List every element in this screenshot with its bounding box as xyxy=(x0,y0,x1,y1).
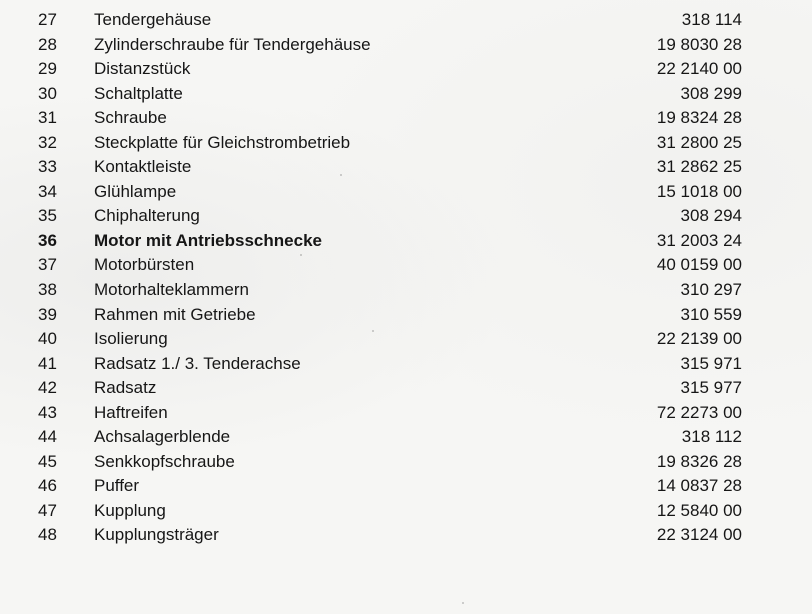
part-code: 22 2139 00 xyxy=(656,329,742,349)
part-code: 72 2273 00 xyxy=(656,402,742,422)
part-code: 19 8324 28 xyxy=(656,108,742,128)
parts-list-row xyxy=(0,204,812,229)
parts-list-row xyxy=(0,425,812,450)
part-name: Puffer xyxy=(94,476,140,496)
part-number: 29 xyxy=(38,59,57,79)
part-code: 308 294 xyxy=(680,206,742,226)
part-code: 22 2140 00 xyxy=(656,59,742,79)
part-number: 48 xyxy=(38,525,57,545)
part-name: Schaltplatte xyxy=(94,83,183,103)
parts-list-row xyxy=(0,106,812,131)
parts-list-row xyxy=(0,33,812,58)
scan-speck xyxy=(462,602,464,604)
part-code: 19 8030 28 xyxy=(656,34,742,54)
part-number: 47 xyxy=(38,500,57,520)
part-code: 31 2862 25 xyxy=(656,157,742,177)
part-name: Steckplatte für Gleichstrombetrieb xyxy=(94,132,351,152)
part-number: 28 xyxy=(38,34,57,54)
part-code: 31 2800 25 xyxy=(656,132,742,152)
part-number: 35 xyxy=(38,206,57,226)
part-number: 40 xyxy=(38,329,57,349)
part-number: 44 xyxy=(38,427,57,447)
part-name: Kupplung xyxy=(94,500,166,520)
parts-list-row xyxy=(0,253,812,278)
part-code: 19 8326 28 xyxy=(656,451,742,471)
parts-list-row xyxy=(0,229,812,254)
part-name: Rahmen mit Getriebe xyxy=(94,304,256,324)
part-number: 45 xyxy=(38,451,57,471)
part-number: 42 xyxy=(38,378,57,398)
parts-list-row xyxy=(0,82,812,107)
parts-list-row xyxy=(0,474,812,499)
parts-list-row xyxy=(0,303,812,328)
part-number: 30 xyxy=(38,83,57,103)
part-number: 38 xyxy=(38,280,57,300)
part-code: 315 971 xyxy=(680,353,742,373)
part-code: 14 0837 28 xyxy=(656,476,742,496)
part-code: 40 0159 00 xyxy=(656,255,742,275)
part-number: 43 xyxy=(38,402,57,422)
parts-list-row xyxy=(0,499,812,524)
parts-list xyxy=(0,8,812,548)
parts-list-row xyxy=(0,131,812,156)
parts-list-row xyxy=(0,180,812,205)
part-name: Motorbürsten xyxy=(94,255,195,275)
part-name: Chiphalterung xyxy=(94,206,200,226)
parts-list-row xyxy=(0,523,812,548)
part-number: 36 xyxy=(38,230,57,250)
part-name: Kontaktleiste xyxy=(94,157,192,177)
part-number: 32 xyxy=(38,132,57,152)
parts-list-row xyxy=(0,401,812,426)
part-code: 308 299 xyxy=(680,83,742,103)
part-code: 22 3124 00 xyxy=(656,525,742,545)
part-number: 39 xyxy=(38,304,57,324)
parts-list-row xyxy=(0,352,812,377)
part-name: Senkkopfschraube xyxy=(94,451,235,471)
part-name: Motor mit Antriebsschnecke xyxy=(94,230,322,250)
part-number: 34 xyxy=(38,181,57,201)
part-code: 310 559 xyxy=(680,304,742,324)
part-name: Glühlampe xyxy=(94,181,177,201)
part-number: 33 xyxy=(38,157,57,177)
parts-list-row xyxy=(0,327,812,352)
parts-list-row xyxy=(0,450,812,475)
parts-list-row xyxy=(0,278,812,303)
part-name: Achsalagerblende xyxy=(94,427,231,447)
part-code: 310 297 xyxy=(680,280,742,300)
part-name: Radsatz xyxy=(94,378,157,398)
part-code: 15 1018 00 xyxy=(656,181,742,201)
part-code: 318 114 xyxy=(681,10,742,29)
parts-list-row xyxy=(0,155,812,180)
part-name: Haftreifen xyxy=(94,402,168,422)
part-name: Kupplungsträger xyxy=(94,525,219,545)
part-code: 31 2003 24 xyxy=(656,230,742,250)
parts-list-row xyxy=(0,8,812,33)
part-code: 318 112 xyxy=(681,427,742,447)
part-name: Zylinderschraube für Tendergehäuse xyxy=(94,34,371,54)
part-number: 31 xyxy=(38,108,57,128)
part-name: Schraube xyxy=(94,108,167,128)
part-code: 315 977 xyxy=(680,378,742,398)
part-name: Distanzstück xyxy=(94,59,191,79)
parts-list-row xyxy=(0,57,812,82)
part-name: Isolierung xyxy=(94,329,168,349)
part-number: 37 xyxy=(38,255,57,275)
parts-list-row xyxy=(0,376,812,401)
part-name: Radsatz 1./ 3. Tenderachse xyxy=(94,353,301,373)
part-name: Motorhalteklammern xyxy=(94,280,249,300)
part-number: 27 xyxy=(38,10,57,29)
part-code: 12 5840 00 xyxy=(656,500,742,520)
part-name: Tendergehäuse xyxy=(94,10,212,29)
part-number: 46 xyxy=(38,476,57,496)
part-number: 41 xyxy=(38,353,57,373)
